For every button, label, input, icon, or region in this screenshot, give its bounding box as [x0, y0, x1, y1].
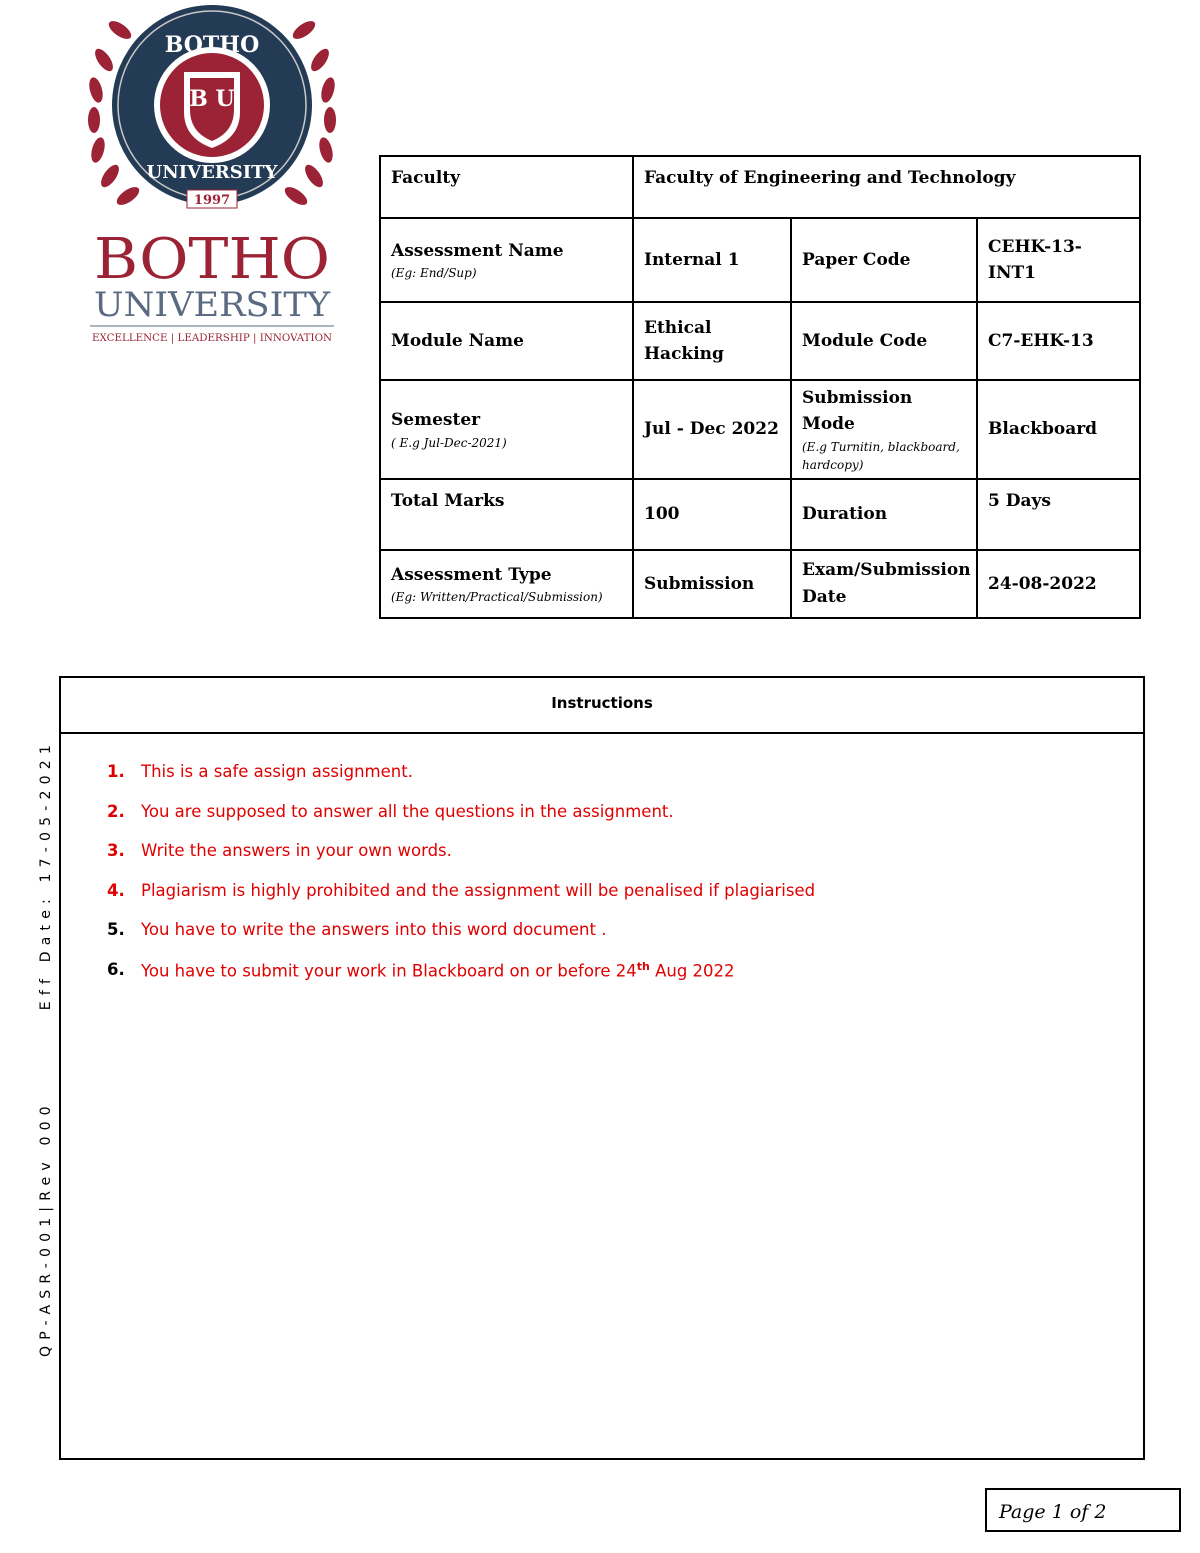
- item-text: Plagiarism is highly prohibited and the assignment will be penalised if plagiarised: [141, 880, 816, 900]
- list-item: [61, 960, 1143, 1000]
- assessment-type-hint: (Eg: Written/Practical/Submission): [391, 589, 603, 604]
- instructions-box: [59, 676, 1145, 1460]
- exam-date-label: Exam/Submission Date: [791, 550, 977, 618]
- svg-text:EXCELLENCE | LEADERSHIP | INNO: EXCELLENCE | LEADERSHIP | INNOVATION: [92, 333, 333, 344]
- svg-text:BOTHO: BOTHO: [94, 227, 330, 292]
- list-item: [61, 802, 1143, 842]
- assessment-type-cell: [380, 550, 633, 618]
- list-item: [61, 841, 1143, 881]
- module-name-value: Ethical Hacking: [633, 302, 791, 380]
- document-control-label: [38, 697, 54, 1357]
- item-number: 3.: [107, 841, 125, 860]
- svg-text:UNIVERSITY: UNIVERSITY: [146, 162, 278, 183]
- total-marks-value: 100: [633, 479, 791, 550]
- item-text: You have to write the answers into this word document .: [141, 920, 607, 939]
- assessment-name-label: Assessment Name: [391, 240, 564, 261]
- semester-value: Jul - Dec 2022: [633, 380, 791, 479]
- svg-text:UNIVERSITY: UNIVERSITY: [94, 285, 331, 325]
- submission-mode-hint: (E.g Turnitin, blackboard, hardcopy): [802, 439, 960, 472]
- faculty-label: Faculty: [380, 156, 633, 218]
- assessment-name-cell: [380, 218, 633, 302]
- assessment-name-hint: (Eg: End/Sup): [391, 266, 477, 281]
- semester-cell: [380, 380, 633, 479]
- item-text: Write the answers in your own words.: [141, 841, 452, 860]
- submission-mode-value: Blackboard: [977, 380, 1140, 479]
- submission-mode-cell: [791, 380, 977, 479]
- duration-label: Duration: [791, 479, 977, 550]
- module-name-label: Module Name: [380, 302, 633, 380]
- instructions-list: [61, 734, 1143, 999]
- duration-value: 5 Days: [977, 479, 1140, 550]
- svg-text:BOTHO: BOTHO: [164, 32, 260, 58]
- doc-code: QP-ASR-001|Rev 000: [38, 1100, 54, 1357]
- eff-date: Eff Date: 17-05-2021: [38, 739, 54, 1011]
- item-text: You have to submit your work in Blackboard on or before 24: [141, 961, 637, 980]
- instructions-heading: Instructions: [61, 678, 1143, 734]
- module-code-label: Module Code: [791, 302, 977, 380]
- total-marks-label: Total Marks: [380, 479, 633, 550]
- list-item: [61, 762, 1143, 802]
- faculty-value: Faculty of Engineering and Technology: [633, 156, 1140, 218]
- list-item: [61, 920, 1143, 960]
- svg-text:1997: 1997: [193, 193, 231, 208]
- assessment-info-table: [379, 155, 1141, 619]
- semester-label: Semester: [391, 410, 481, 431]
- item-number: 6.: [107, 959, 125, 979]
- item-number: 1.: [107, 762, 125, 781]
- svg-text:B U: B U: [189, 86, 235, 112]
- ordinal-suffix: th: [636, 959, 650, 973]
- list-item: [61, 881, 1143, 921]
- semester-hint: ( E.g Jul-Dec-2021): [391, 435, 507, 450]
- submission-mode-label: Submission Mode: [802, 388, 913, 435]
- assessment-type-value: Submission: [633, 550, 791, 618]
- paper-code-value: CEHK-13-INT1: [977, 218, 1140, 302]
- item-number: 4.: [107, 880, 125, 900]
- university-logo: [84, 0, 340, 350]
- module-code-value: C7-EHK-13: [977, 302, 1140, 380]
- item-text-after: Aug 2022: [649, 961, 735, 980]
- item-text: This is a safe assign assignment.: [141, 762, 413, 781]
- item-number: 5.: [107, 920, 125, 939]
- item-number: 2.: [107, 801, 125, 821]
- exam-date-value: 24-08-2022: [977, 550, 1140, 618]
- item-text: You are supposed to answer all the questions in the assignment.: [141, 801, 674, 821]
- page-number: Page 1 of 2: [985, 1488, 1181, 1532]
- assessment-name-value: Internal 1: [633, 218, 791, 302]
- assessment-type-label: Assessment Type: [391, 564, 552, 585]
- paper-code-label: Paper Code: [791, 218, 977, 302]
